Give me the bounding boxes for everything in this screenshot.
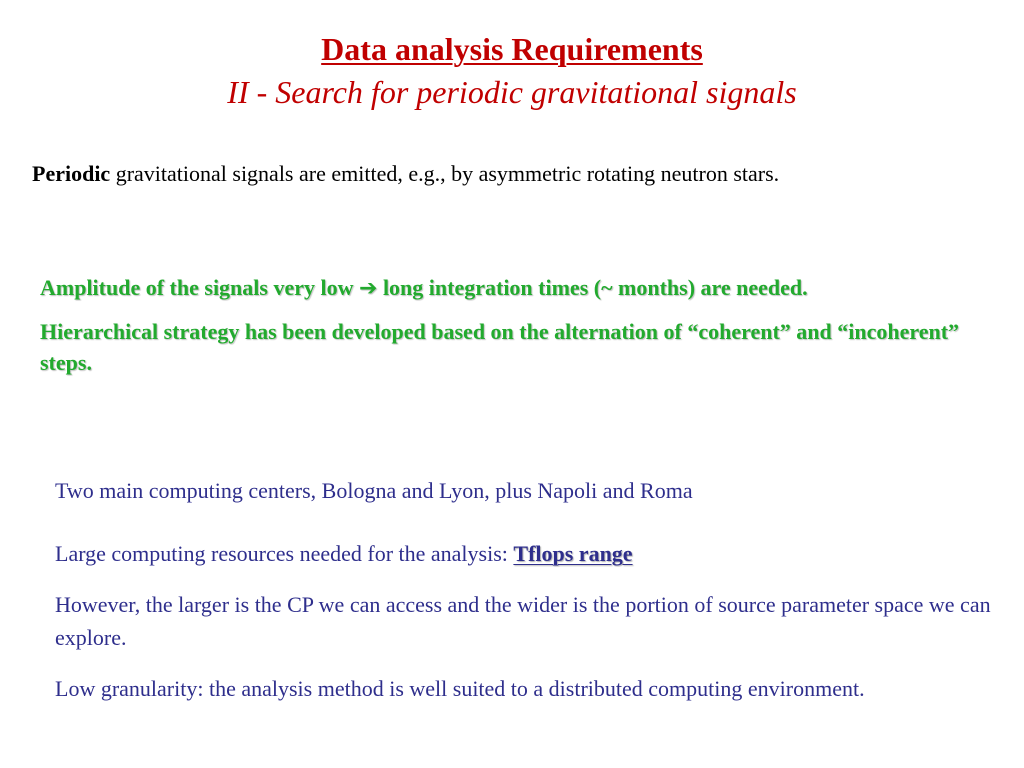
amplitude-text-after: long integration times (~ months) are needed. [377, 275, 808, 300]
green-point-hierarchical: Hierarchical strategy has been developed based on the alternation of “coherent” and “incoherent” steps. [40, 319, 960, 375]
resources-text: Large computing resources needed for the analysis: [55, 541, 514, 566]
title-subtitle: II - Search for periodic gravitational signals [227, 74, 797, 110]
blue-point-resources [55, 537, 1005, 570]
green-point-amplitude [40, 272, 980, 304]
intro-paragraph [32, 156, 992, 191]
tflops-range-highlight: Tflops range [513, 541, 633, 566]
intro-first-word: Periodic [32, 161, 111, 186]
blue-point-centers: Two main computing centers, Bologna and Lyon, plus Napoli and Roma [55, 478, 693, 503]
computing-points [55, 474, 1005, 705]
highlight-points [40, 272, 980, 390]
blue-point-granularity: Low granularity: the analysis method is well suited to a distributed computing environment. [55, 676, 865, 701]
right-arrow-icon: ➔ [359, 276, 378, 301]
title-main: Data analysis Requirements [321, 31, 703, 67]
slide-title [0, 30, 1024, 112]
blue-point-cp-access: However, the larger is the CP we can access and the wider is the portion of source parameter space we can explore. [55, 592, 991, 650]
intro-text: gravitational signals are emitted, e.g., by asymmetric rotating neutron stars. [110, 161, 780, 186]
amplitude-text-before: Amplitude of the signals very low [40, 275, 359, 300]
